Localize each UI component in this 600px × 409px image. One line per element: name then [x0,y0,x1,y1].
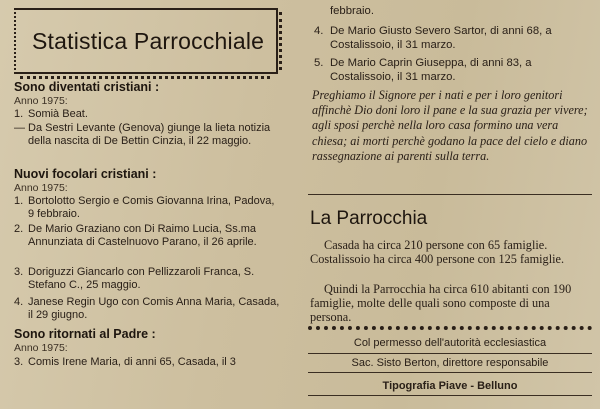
marriage-entry: 4. Janese Regin Ugo con Comis Anna Maria, Casada, il 29 giugno. [14,296,280,321]
dotted-divider [308,326,592,330]
death-entry: 5. De Mario Caprin Giuseppa, di anni 83, a Costalissoio, il 31 marzo. [314,57,532,83]
death-entry: 4. De Mario Giusto Severo Sartor, di anni 68, a Costalissoio, il 31 marzo. [314,25,552,51]
marriage-entry: 1. Bortolotto Sergio e Comis Giovanna Irina, Padova, 9 febbraio. [14,195,275,220]
permission-line: Col permesso dell'autorità ecclesiastica [353,337,547,349]
parish-heading: La Parrocchia [310,208,428,229]
baptism-entry: 1. Somià Beat. [14,108,88,120]
section-divider [308,194,592,195]
left-column [10,0,300,409]
deaths-year: Anno 1975: [14,342,68,354]
death-entry: 3. Comis Irene Maria, di anni 65, Casada, il 3 [14,356,236,368]
baptisms-year: Anno 1975: [14,95,68,107]
footer-divider [308,372,592,373]
page-title: Statistica Parrocchiale [32,28,265,54]
marriages-year: Anno 1975: [14,182,68,194]
marriage-entry: 3. Doriguzzi Giancarlo con Pellizzaroli Franca, S. Stefano C., 25 maggio. [14,266,255,291]
footer-divider [308,395,592,396]
editor-line: Sac. Sisto Berton, direttore responsabile [351,357,549,369]
marriages-heading: Nuovi focolari cristiani : [14,167,157,181]
prayer-text: Preghiamo il Signore per i nati e per i loro genitori affinchè Dio doni loro il pane e la sua grazia per vivere; agli sposi perchè nella loro casa formino una vera chiesa; ai morti perchè godano la pace del cielo e diano rassegnazione ai parenti sulla terra. [312,88,588,163]
death-entry: febbraio. [330,5,374,17]
parish-paragraph: Casada ha circa 210 persone con 65 famiglie. Costalissoio ha circa 400 persone con 125 famiglie. [310,238,565,267]
marriage-entry: 2. De Mario Graziano con Di Raimo Lucia, Ss.ma Annunziata di Castelnuovo Parano, il 26 aprile. [14,223,257,248]
title-frame [14,8,278,74]
baptism-entry: — Da Sestri Levante (Genova) giunge la lieta notizia della nascita di De Bettin Cinzia, il 22 maggio. [14,122,271,147]
printer-line: Tipografia Piave - Belluno [382,380,518,392]
baptisms-heading: Sono diventati cristiani : [14,80,160,94]
deaths-heading: Sono ritornati al Padre : [14,327,156,341]
right-column [308,0,592,409]
parish-paragraph: Quindi la Parrocchia ha circa 610 abitanti con 190 famiglie, molte delle quali sono composte di una persona. [310,282,572,325]
footer-divider [308,353,592,354]
